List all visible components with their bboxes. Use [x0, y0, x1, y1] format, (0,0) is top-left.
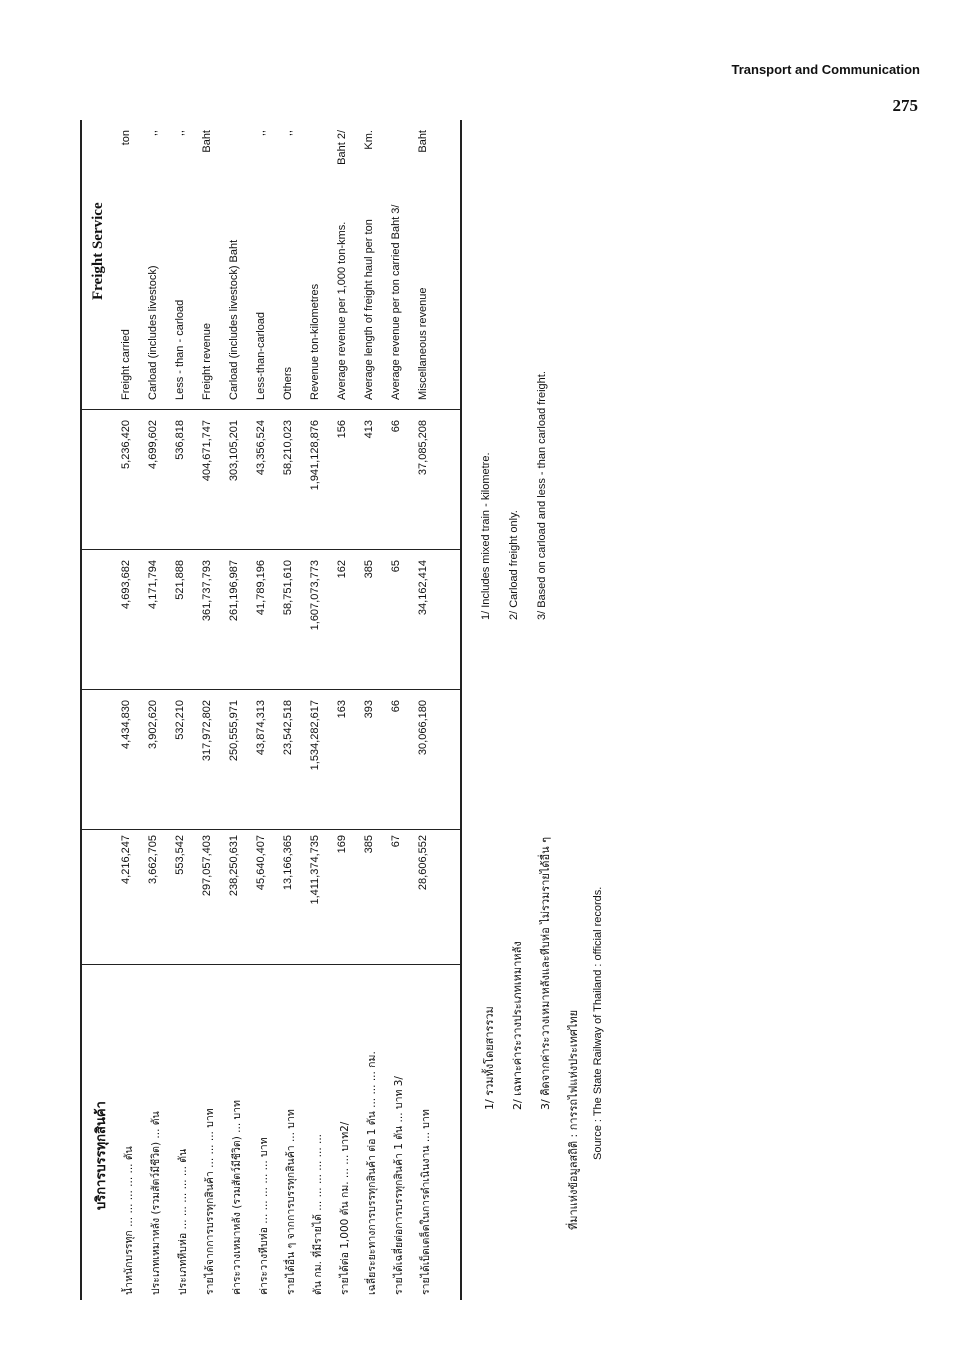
- table-cell: 4,171,794: [147, 560, 159, 609]
- table-cell: 303,105,201: [228, 420, 240, 482]
- row-label-thai: รายได้จากการบรรทุกสินค้า ... ... ... บาท: [204, 1108, 216, 1295]
- table-cell: 4,699,602: [147, 420, 159, 469]
- row-label-english: Carload (includes livestock): [147, 265, 159, 400]
- row-label-thai: ประเภทหีบห่อ ... ... ... ... ... ตัน: [177, 1148, 189, 1295]
- row-label-english: Miscellaneous revenue: [417, 287, 429, 400]
- row-label-thai: รายได้เฉลี่ยต่อการบรรทุกสินค้า 1 ตัน ... บาท 3/: [393, 1076, 405, 1295]
- row-label-thai: ค่าระวางหีบห่อ ... ... ... ... ... บาท: [258, 1137, 270, 1295]
- table-cell: 250,555,971: [228, 700, 240, 762]
- row-label-english: Average length of freight haul per ton: [363, 219, 375, 400]
- row-label-english: Carload (includes livestock) Baht: [228, 239, 240, 400]
- table-cell: 404,671,747: [201, 420, 213, 482]
- table-cell: 34,162,414: [417, 560, 429, 616]
- table-cell: 413: [363, 420, 375, 439]
- row-label-english: Average revenue per 1,000 ton-kms.: [336, 221, 348, 400]
- row-label-thai: ตัน กม. ที่มีรายได้ ... ... ... ... ... ...: [312, 1133, 324, 1295]
- table-cell: 28,606,552: [417, 835, 429, 891]
- row-unit: Km.: [363, 130, 375, 150]
- row-label-thai: รายได้ต่อ 1,000 ตัน กม. ... ... บาท2/: [339, 1121, 351, 1295]
- row-label-thai: รายได้อื่น ๆ จากการบรรทุกสินค้า ... บาท: [285, 1109, 297, 1295]
- table-cell: 532,210: [174, 700, 186, 740]
- table-cell: 521,888: [174, 560, 186, 600]
- table-cell: 1,534,282,617: [309, 700, 321, 771]
- rotated-table: [60, 120, 480, 1300]
- col-separator: [80, 409, 460, 410]
- table-cell: 13,166,365: [282, 835, 294, 891]
- row-label-thai: ค่าระวางเหมาหลัง (รวมสัตว์มีชีวิต) ... บาท: [231, 1100, 243, 1295]
- row-unit: ton: [120, 130, 132, 146]
- table-cell: 553,542: [174, 835, 186, 875]
- row-label-thai: ประเภทเหมาหลัง (รวมสัตว์มีชีวิต) ... ตัน: [150, 1111, 162, 1295]
- col-separator: [80, 549, 460, 550]
- table-cell: 66: [390, 700, 402, 713]
- table-bottom-rule: [460, 120, 462, 1300]
- table-cell: 238,250,631: [228, 835, 240, 897]
- row-unit: ,,: [255, 130, 267, 137]
- table-cell: 3,662,705: [147, 835, 159, 884]
- table-cell: 66: [390, 420, 402, 433]
- page-number: 275: [892, 96, 918, 115]
- table-cell: 30,066,180: [417, 700, 429, 756]
- source-english: Source : The State Railway of Thailand : official records.: [592, 886, 604, 1160]
- row-unit: Baht 2/: [336, 130, 348, 165]
- table-cell: 43,356,524: [255, 420, 267, 476]
- thai-title: บริการบรรทุกสินค้า: [93, 1101, 108, 1210]
- col-separator: [80, 964, 460, 965]
- col-separator: [80, 829, 460, 830]
- table-cell: 1,411,374,735: [309, 835, 321, 905]
- row-unit: Baht: [417, 130, 429, 153]
- col-separator: [80, 689, 460, 690]
- table-cell: 65: [390, 560, 402, 573]
- table-cell: 156: [336, 420, 348, 439]
- row-label-thai: เฉลี่ยระยะทางการบรรทุกสินค้า ต่อ 1 ตัน ... ... ... กม.: [366, 1051, 378, 1295]
- table-cell: 317,972,802: [201, 700, 213, 762]
- table-cell: 385: [363, 560, 375, 579]
- row-unit: Baht: [201, 130, 213, 153]
- row-label-english: Others: [282, 366, 294, 400]
- table-top-rule: [80, 120, 82, 1300]
- table-cell: 361,737,793: [201, 560, 213, 622]
- table-cell: 43,874,313: [255, 700, 267, 756]
- footnote-thai-2: 2/ เฉพาะค่าระวางประเภทเหมาหลัง: [511, 941, 524, 1110]
- row-label-english: Average revenue per ton carried Baht 3/: [390, 204, 402, 400]
- table-cell: 5,236,420: [120, 420, 132, 469]
- table-cell: 58,210,023: [282, 420, 294, 476]
- row-label-english: Freight revenue: [201, 322, 213, 400]
- table-cell: 23,542,518: [282, 700, 294, 756]
- table-cell: 4,216,247: [120, 835, 132, 884]
- table-cell: 58,751,610: [282, 560, 294, 616]
- source-thai: ที่มาแห่งข้อมูลสถิติ : การรถไฟแห่งประเทศไทย: [567, 1009, 580, 1230]
- table-cell: 385: [363, 835, 375, 854]
- row-unit: ,,: [147, 130, 159, 137]
- row-unit: ,,: [282, 130, 294, 137]
- row-label-english: Freight carried: [120, 329, 132, 400]
- row-label-thai: รายได้เบ็ดเตล็ดในการดำเนินงาน ... บาท: [420, 1109, 432, 1295]
- table-cell: 67: [390, 835, 402, 848]
- table-cell: 1,941,128,876: [309, 420, 321, 491]
- table-cell: 4,693,682: [120, 560, 132, 609]
- footnote-eng-3: 3/ Based on carload and less - than carload freight.: [536, 371, 548, 620]
- table-cell: 4,434,830: [120, 700, 132, 749]
- row-label-english: Less - than - carload: [174, 299, 186, 400]
- table-cell: 393: [363, 700, 375, 719]
- english-title: Freight Service: [90, 202, 106, 300]
- table-cell: 162: [336, 560, 348, 579]
- table-cell: 1,607,073,773: [309, 560, 321, 631]
- table-cell: 37,085,208: [417, 420, 429, 476]
- footnote-eng-2: 2/ Carload freight only.: [508, 510, 520, 620]
- row-label-thai: น้ำหนักบรรทุก ... ... ... ... ... ตัน: [123, 1146, 135, 1295]
- table-cell: 45,640,407: [255, 835, 267, 891]
- footnote-thai-3: 3/ คิดจากค่าระวางเหมาหลังและหีบห่อ ไม่รวมรายได้อื่น ๆ: [539, 836, 552, 1110]
- footnotes-eng-rotated: [480, 320, 580, 620]
- row-label-english: Revenue ton-kilometres: [309, 283, 321, 400]
- table-cell: 261,196,987: [228, 560, 240, 622]
- footnote-eng-1: 1/ Includes mixed train - kilometre.: [480, 452, 492, 620]
- table-cell: 3,902,620: [147, 700, 159, 749]
- row-unit: ,,: [174, 130, 186, 137]
- row-label-english: Less-than-carload: [255, 311, 267, 400]
- footnote-thai-1: 1/ รวมทั้งโดยสารรวม: [483, 1006, 496, 1110]
- section-title: Transport and Communication: [731, 62, 920, 77]
- table-cell: 169: [336, 835, 348, 854]
- table-cell: 536,818: [174, 420, 186, 460]
- table-cell: 41,789,196: [255, 560, 267, 616]
- table-cell: 163: [336, 700, 348, 719]
- table-cell: 297,057,403: [201, 835, 213, 897]
